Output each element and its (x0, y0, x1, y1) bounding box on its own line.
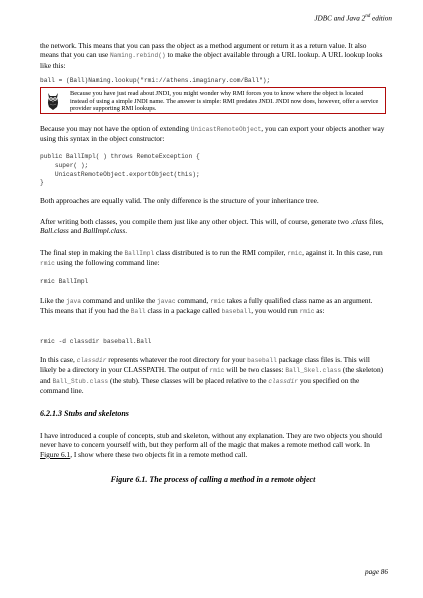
text-run: In this case, (40, 355, 77, 364)
inline-code: baseball (247, 357, 277, 364)
code-line: rmic BallImpl (40, 278, 89, 285)
text-run: Because you may not have the option of extending (40, 124, 191, 133)
text-run: . (125, 226, 128, 236)
text-run: the network. This means that you can pass the object as a method argument or return it as a return value. It also means that you can use (40, 41, 367, 60)
running-header (314, 14, 392, 22)
text-run: command, (175, 296, 211, 305)
inline-code: rmic (209, 367, 225, 375)
code-line: rmic -d classdir baseball.Ball (40, 338, 152, 345)
code-line: ball = (Ball)Naming.lookup("rmi://athens.imaginary.com/Ball"); (40, 77, 271, 84)
code-block: public BallImpl( ) throws RemoteException { super( ); UnicastRemoteObject.exportObject(this); } (40, 153, 200, 187)
text-run: (the stub). These classes will be placed relative to the (108, 375, 269, 385)
inline-code: UnicastRemoteObject (190, 126, 262, 133)
text-run: Like the (40, 296, 67, 305)
inline-code: Ball_Stub.class (52, 377, 109, 385)
text-run: , against it. In this case, run (302, 248, 383, 257)
section-heading (40, 409, 386, 418)
paragraph-5 (40, 248, 386, 269)
paragraph-1 (40, 41, 386, 70)
text-run: , I show where these two objects fit in a remote method call. (70, 449, 248, 459)
inline-code: Ball (130, 308, 146, 316)
paragraph-8 (40, 431, 386, 459)
inline-code: classdir (76, 357, 107, 364)
text-run: , you would run (251, 306, 300, 316)
figure-caption-text: Figure 6.1. The process of calling a method in a remote object (110, 475, 316, 484)
italic-text: .class (350, 217, 368, 226)
code-block-lookup (40, 77, 386, 86)
text-run: files, (367, 217, 384, 226)
text-run: , you can export your objects another way using this syntax in the object constructor: (40, 124, 385, 144)
text-run: The final step in making the (40, 248, 125, 257)
text-run: Both approaches are equally valid. The only difference is the structure of your inheritance tree. (40, 196, 319, 205)
inline-code: Naming.rebind() (109, 52, 166, 60)
text-run: class distributed is to run the RMI compiler, (154, 248, 288, 257)
text-run: will be two classes: (224, 365, 286, 375)
text-run: you specified on the command line. (40, 375, 360, 396)
text-run: package class files is. This will likely be a directory in your CLASSPATH. The output of (40, 355, 370, 375)
text-run: to make the object available through a URL lookup. A URL lookup looks like this: (40, 50, 383, 70)
paragraph-2 (40, 124, 386, 144)
inline-code: rmic (287, 250, 303, 257)
text-run: I have introduced a couple of concepts, stub and skeleton, without any explanation. They are two objects you should never have to concern yourself with, but they perform all of the magic that makes a remote method call work. In (40, 431, 382, 450)
header-title-suffix: edition (370, 14, 392, 23)
paragraph-4 (40, 217, 386, 236)
text-run: represents whatever the root directory for your (106, 355, 248, 364)
text-run: command and unlike the (80, 296, 158, 305)
inline-code: baseball (221, 308, 252, 316)
inline-code: classdir (268, 377, 299, 385)
header-title: JDBC and Java 2 (314, 14, 366, 23)
text-run: takes a fully qualified class name as an argument. This means that if you had the (40, 296, 373, 316)
figure-link[interactable]: Figure 6.1 (40, 449, 71, 459)
italic-text: Ball.class (40, 226, 69, 236)
text-run: and (68, 226, 84, 236)
text-run: as: (314, 306, 325, 316)
inline-code: BallImpl (124, 250, 155, 257)
italic-text: BallImpl.class (83, 226, 126, 236)
figure-caption (40, 475, 386, 484)
paragraph-7 (40, 355, 386, 396)
section-heading-text: 6.2.1.3 Stubs and skeletons (40, 409, 129, 418)
inline-code: java (66, 298, 81, 305)
inline-code: rmic (40, 260, 55, 268)
code-block-rmic (40, 278, 386, 287)
inline-code: Ball_Skel.class (285, 367, 342, 375)
text-run: (the skeleton) and (40, 365, 384, 385)
text-run: class in a package called (145, 306, 222, 316)
code-block-rmic-package (40, 338, 386, 347)
code-block-constructor (40, 153, 386, 188)
paragraph-3 (40, 196, 386, 205)
text-run: After writing both classes, you compile them just like any other object. This will, of course, generate two (40, 217, 351, 226)
header-title-superscript: nd (365, 14, 371, 19)
inline-code: rmic (210, 298, 225, 305)
owl-icon (45, 90, 61, 111)
inline-code: javac (157, 298, 176, 305)
note-box (40, 87, 386, 114)
text-run: using the following command line: (54, 258, 160, 268)
paragraph-6 (40, 296, 386, 317)
note-text: Because you have just read about JNDI, you might wonder why RMI forces you to know where the object is located instead of using a simple JNDI name. The answer is simple: RMI predates JNDI. JNDI now does, however, offer a service provider supporting RMI lookups. (70, 90, 379, 113)
inline-code: rmic (299, 308, 315, 316)
page-number: page 86 (365, 568, 388, 576)
